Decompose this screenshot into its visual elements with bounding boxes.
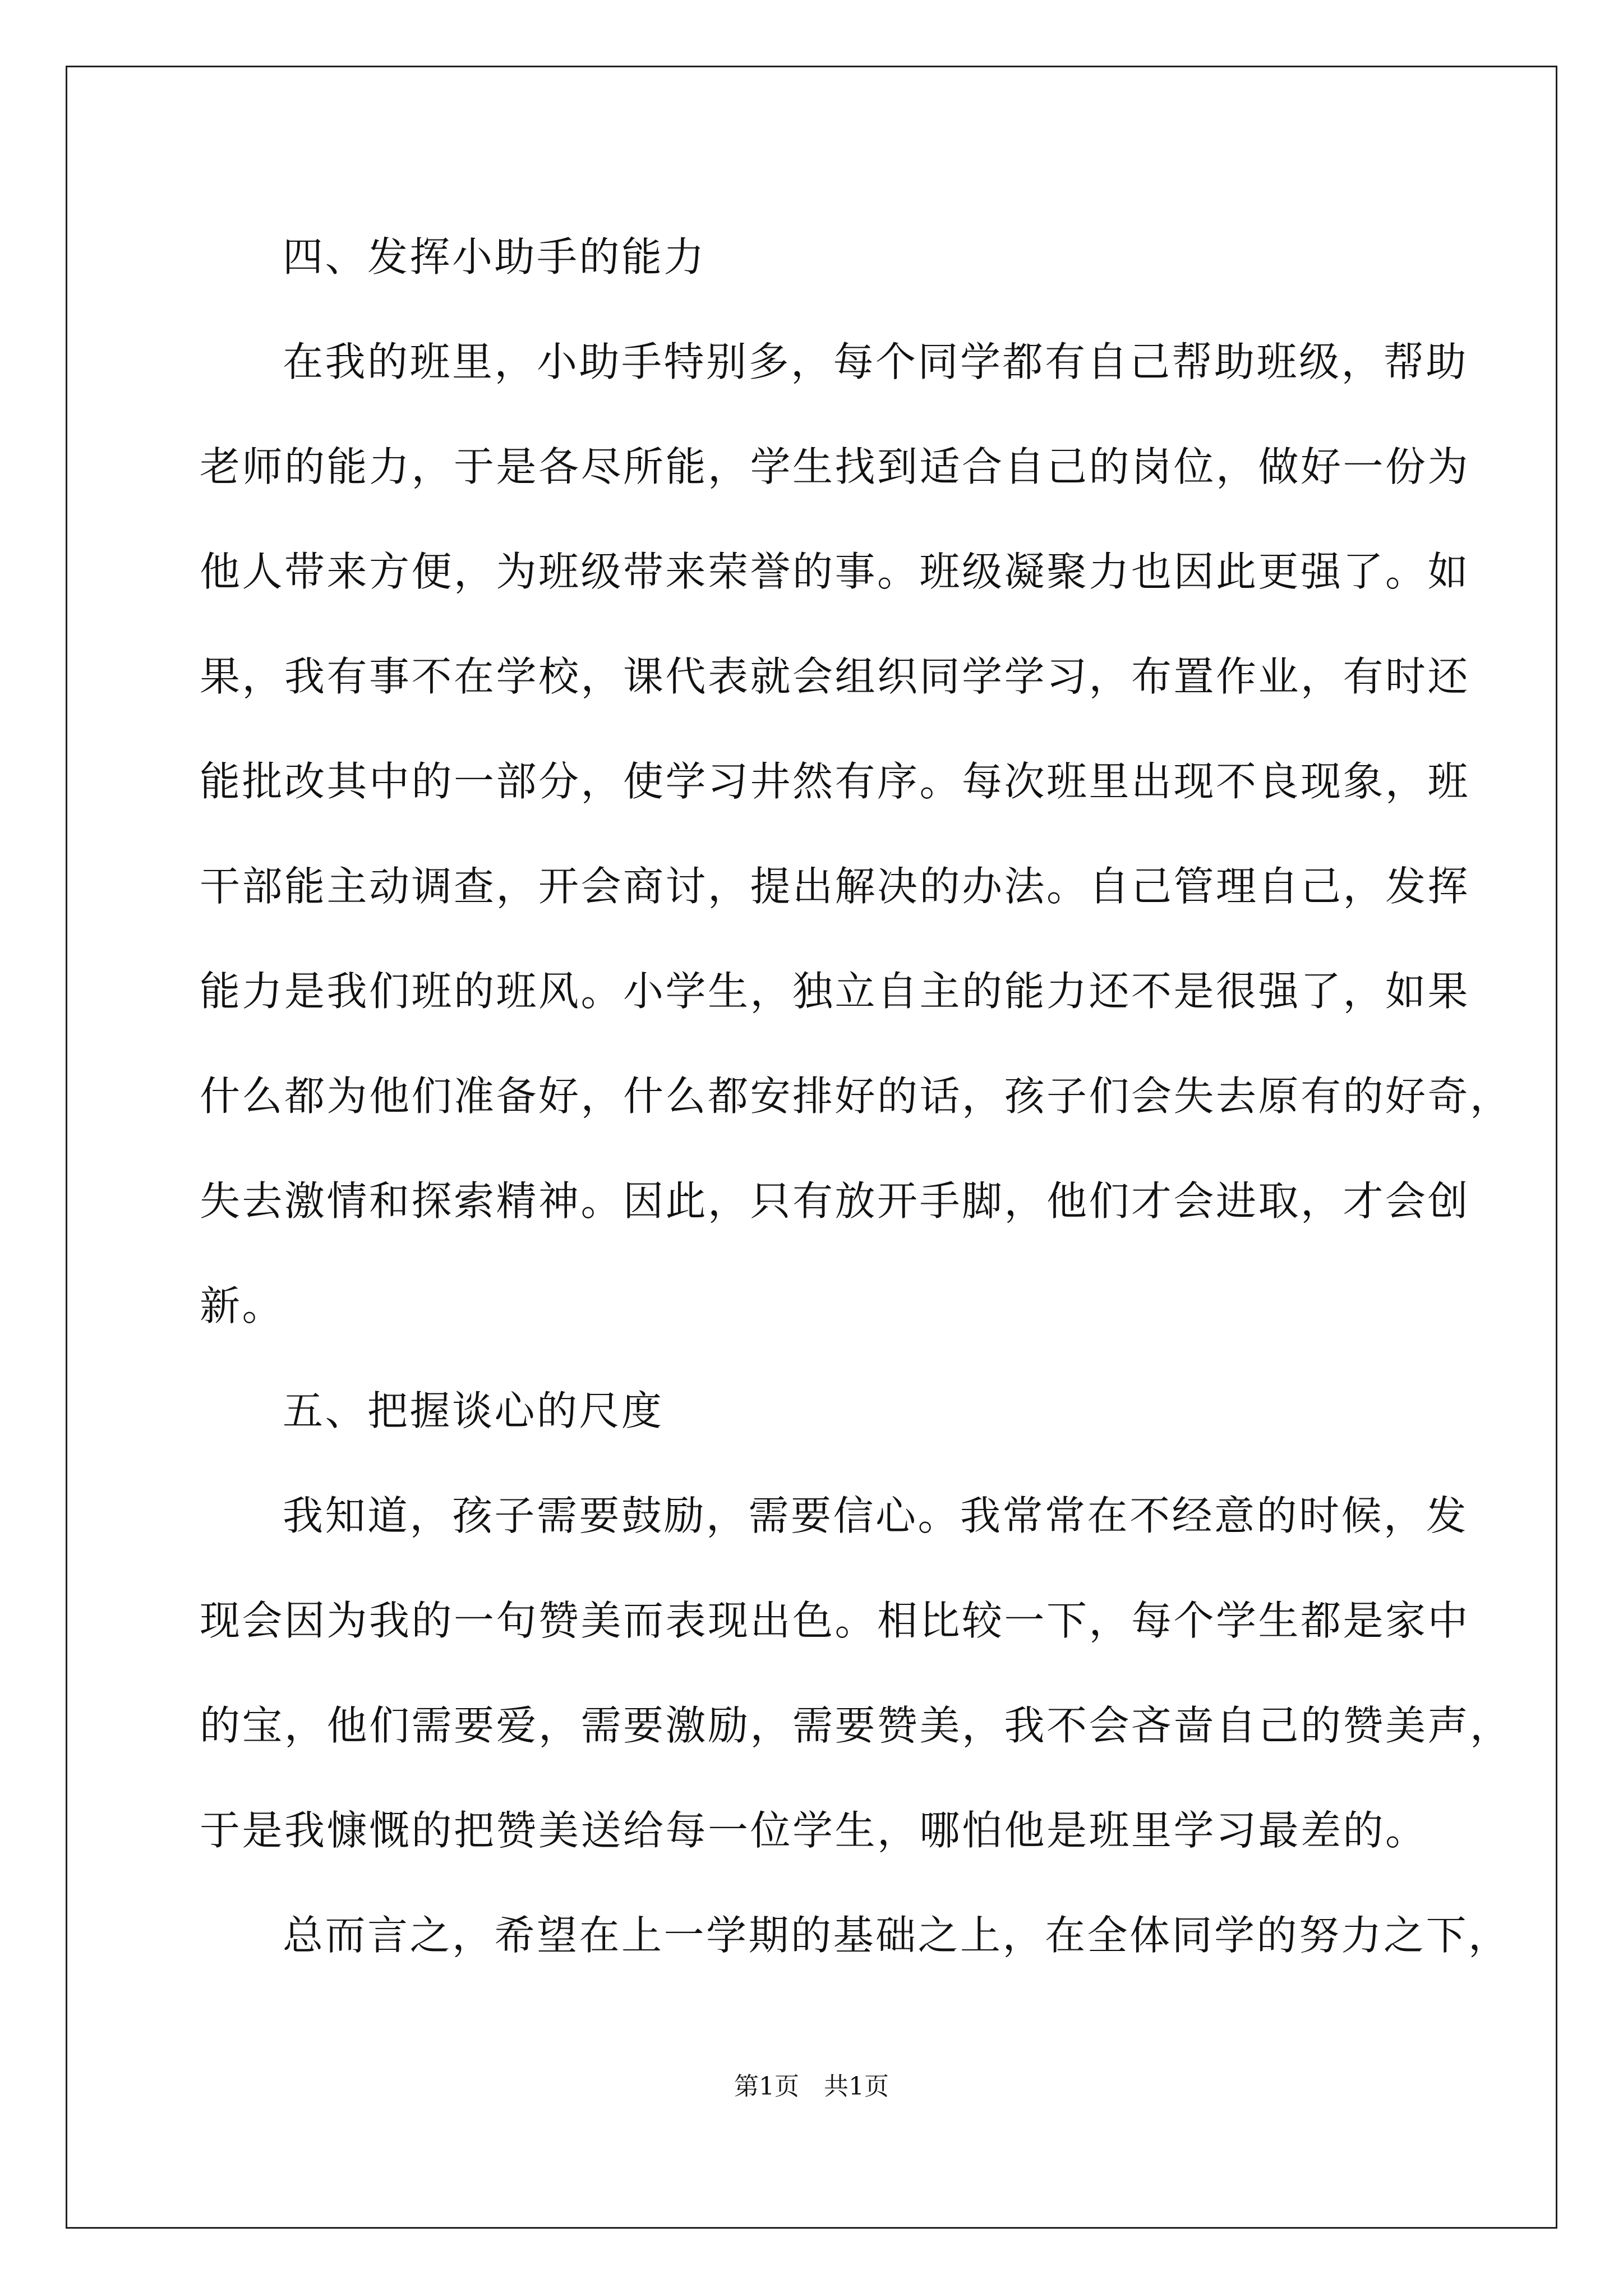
section-heading-4: 四、发挥小助手的能力 bbox=[283, 233, 707, 280]
paragraph-line: 失去激情和探索精神。因此，只有放开手脚，他们才会进取，才会创 bbox=[200, 1177, 1470, 1225]
paragraph-line: 干部能主动调查，开会商讨，提出解决的办法。自己管理自己，发挥 bbox=[200, 863, 1470, 910]
paragraph-line: 的宝，他们需要爱，需要激励，需要赞美，我不会吝啬自己的赞美声， bbox=[200, 1702, 1513, 1749]
paragraph-line: 什么都为他们准备好，什么都安排好的话，孩子们会失去原有的好奇， bbox=[200, 1073, 1513, 1120]
paragraph-line: 果，我有事不在学校，课代表就会组织同学学习，布置作业，有时还 bbox=[200, 653, 1470, 700]
paragraph-line: 现会因为我的一句赞美而表现出色。相比较一下，每个学生都是家中 bbox=[200, 1597, 1470, 1644]
paragraph-line: 在我的班里，小助手特别多，每个同学都有自己帮助班级，帮助 bbox=[283, 338, 1469, 385]
paragraph-line: 总而言之，希望在上一学期的基础之上，在全体同学的努力之下， bbox=[283, 1912, 1511, 1959]
paragraph-line: 我知道，孩子需要鼓励，需要信心。我常常在不经意的时候，发 bbox=[283, 1492, 1469, 1539]
paragraph-line: 能力是我们班的班风。小学生，独立自主的能力还不是很强了，如果 bbox=[200, 968, 1470, 1015]
document-body bbox=[200, 205, 1513, 1988]
paragraph-line: 新。 bbox=[200, 1282, 285, 1329]
paragraph-line: 老师的能力，于是各尽所能，学生找到适合自己的岗位，做好一份为 bbox=[200, 443, 1470, 490]
paragraph-line: 他人带来方便，为班级带来荣誉的事。班级凝聚力也因此更强了。如 bbox=[200, 548, 1470, 595]
section-heading-5: 五、把握谈心的尺度 bbox=[283, 1387, 664, 1434]
paragraph-line: 于是我慷慨的把赞美送给每一位学生，哪怕他是班里学习最差的。 bbox=[200, 1807, 1428, 1854]
page-number-footer: 第1页 共1页 bbox=[734, 2072, 889, 2101]
paragraph-line: 能批改其中的一部分，使学习井然有序。每次班里出现不良现象，班 bbox=[200, 758, 1470, 805]
